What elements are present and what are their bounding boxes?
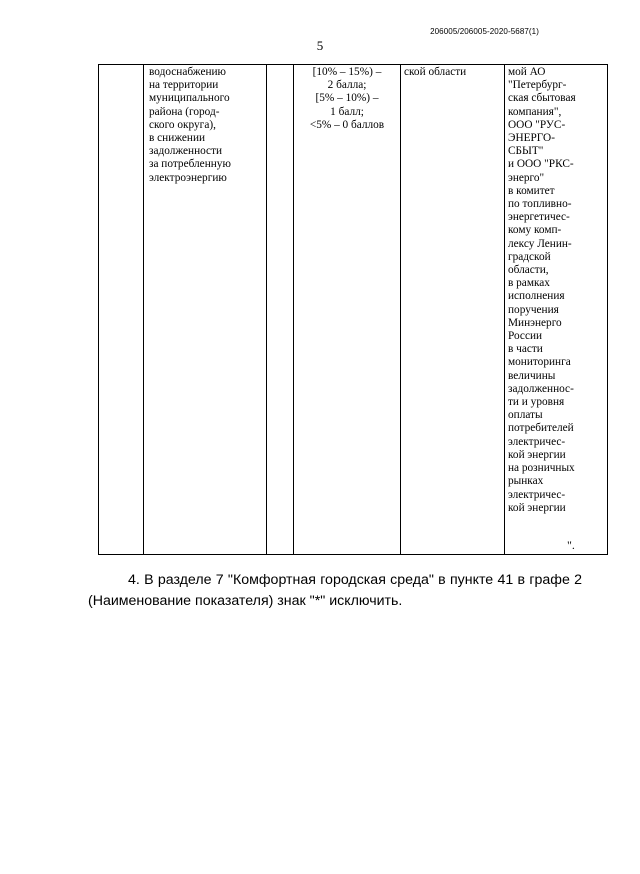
amendment-paragraph: 4. В разделе 7 "Комфортная городская среда" в пункте 41 в графе 2 (Наименование показателя) знак "*" исключить.	[88, 572, 582, 609]
table-cell-unit	[267, 65, 294, 555]
table-cell-indicator-name: водоснабжению на территории муниципального района (город- ского округа), в снижении задолженности за потребленную электроэнергию	[144, 65, 267, 555]
page-number: 5	[316, 38, 324, 53]
table-cell-responsible: ской области	[401, 65, 505, 555]
document-id: 206005/206005-2020-5687(1)	[430, 27, 539, 36]
indicator-table	[98, 64, 608, 555]
table-cell-number	[99, 65, 144, 555]
table-cell-source: мой АО "Петербург- ская сбытовая компания", ООО "РУС- ЭНЕРГО- СБЫТ" и ООО "РКС- энерго" в комитет по топливно- энергетичес- кому комп- лексу Ленин- градской области, в рамках исполнения поручения Минэнерго России в части мониторинга величины задолженнос- ти и уровня оплаты потребителей электричес- кой энергии на розничных рынках электричес- кой энергии	[505, 65, 608, 555]
table-cell-scoring: [10% – 15%) – 2 балла; [5% – 10%) – 1 балл; <5% – 0 баллов	[294, 65, 401, 555]
closing-quote-mark: ".	[567, 538, 575, 552]
table-row	[99, 65, 608, 555]
